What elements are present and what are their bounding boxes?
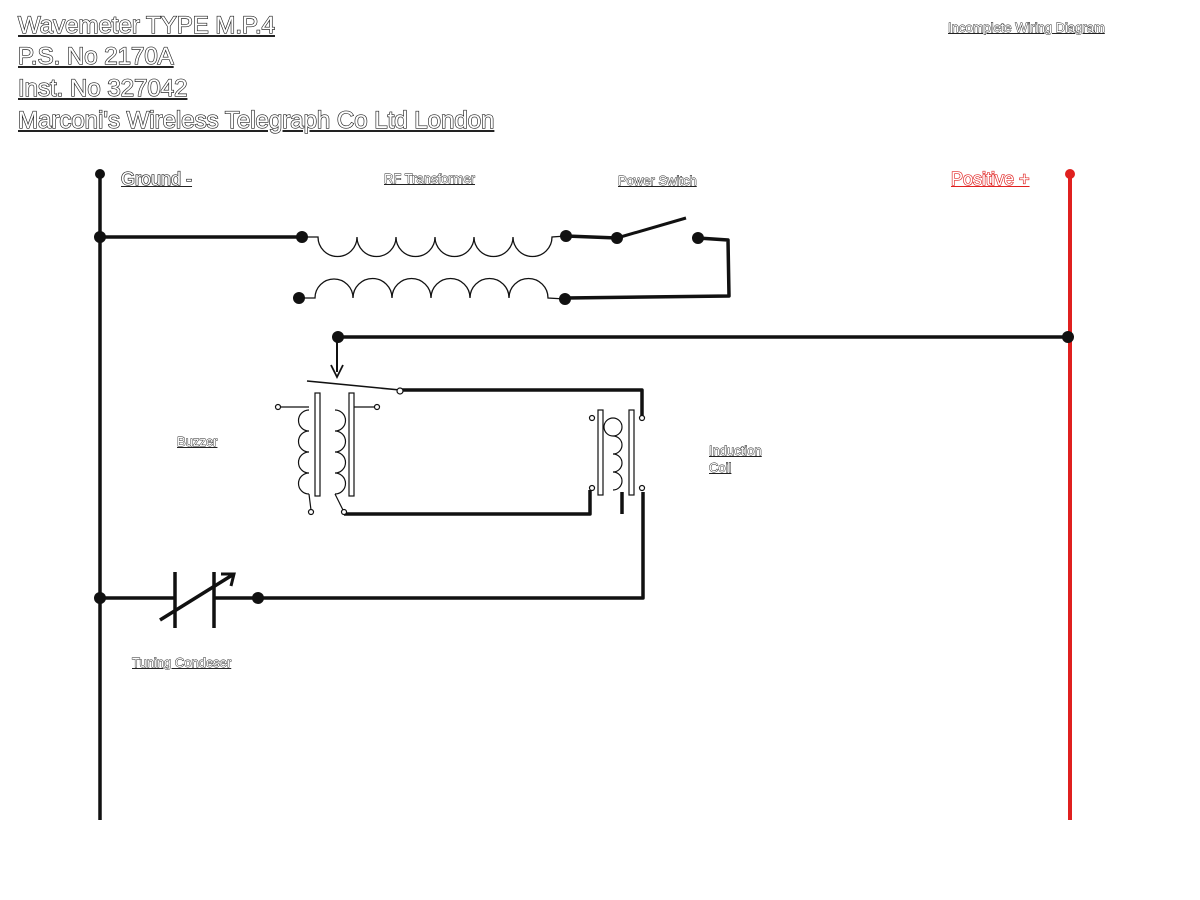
power-switch-label: Power Switch <box>618 173 697 188</box>
diagram-note: Incomplete Wiring Diagram <box>948 20 1105 35</box>
title-line-2: P.S. No 2170A <box>18 43 174 70</box>
buzzer <box>276 381 404 515</box>
positive-terminal <box>1065 169 1075 179</box>
tuning-condenser <box>160 572 234 628</box>
induction-coil <box>590 410 645 495</box>
ground-terminal <box>95 169 105 179</box>
power-switch <box>617 218 686 238</box>
induction-coil-label-line1: Induction <box>709 443 762 458</box>
rf-transformer-primary <box>302 236 566 257</box>
rf-transformer-label: RF Transformer <box>384 171 476 186</box>
title-line-4: Marconi's Wireless Telegraph Co Ltd London <box>18 107 495 134</box>
induction-coil-label-line2: Coil <box>709 460 732 475</box>
junction-dots <box>94 230 1074 604</box>
ground-label: Ground - <box>121 169 193 189</box>
wires <box>100 236 1068 598</box>
buzzer-label: Buzzer <box>177 434 218 449</box>
tuning-condenser-label: Tuning Condeser <box>132 655 232 670</box>
positive-label: Positive + <box>951 169 1030 189</box>
rf-transformer-secondary <box>299 279 565 300</box>
title-line-1: Wavemeter TYPE M.P.4 <box>18 12 275 39</box>
title-line-3: Inst. No 327042 <box>18 75 188 102</box>
